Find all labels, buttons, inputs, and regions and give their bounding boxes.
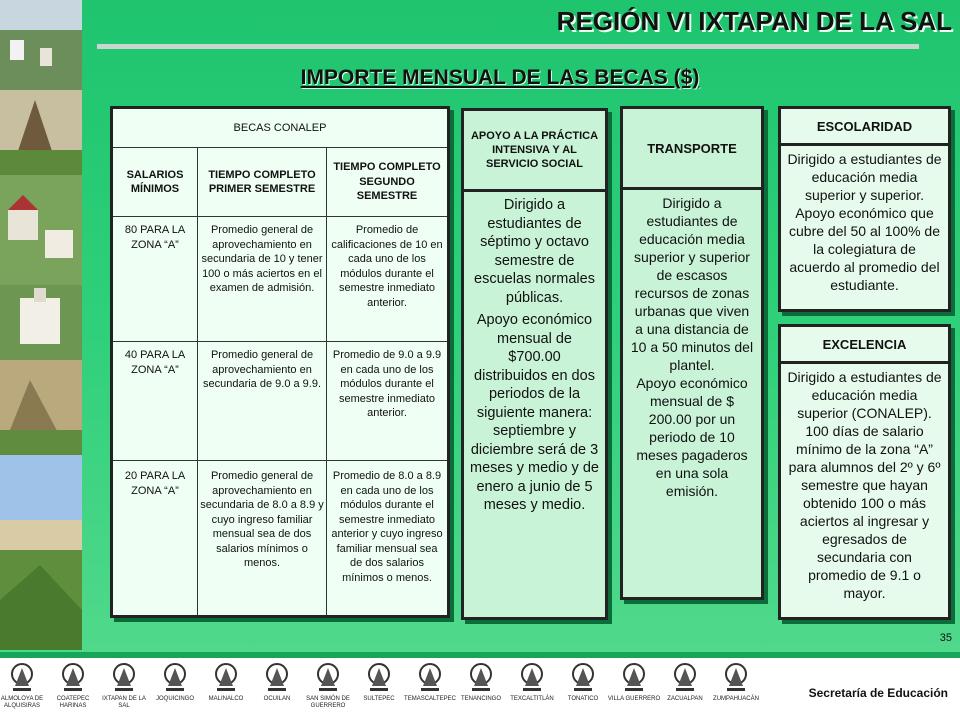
town-glyph-icon: [415, 660, 445, 694]
conalep-table-title: BECAS CONALEP: [112, 108, 449, 148]
town-glyph-icon: [670, 660, 700, 694]
town-label: COATEPEC HARINAS: [56, 696, 90, 709]
town-glyph-item: [657, 660, 713, 703]
town-glyph-item: [402, 660, 458, 703]
apoyo-paragraph: Dirigido a estudiantes de séptimo y octavo semestre de escuelas normales públicas.: [474, 197, 595, 306]
transporte-body: [623, 190, 761, 504]
town-label: SULTEPEC: [363, 696, 395, 702]
town-label: MALINALCO: [208, 696, 244, 702]
page-title: IMPORTE MENSUAL DE LAS BECAS ($): [300, 66, 700, 89]
photo-strip: [0, 0, 82, 650]
town-glyph-item: [300, 660, 356, 710]
town-glyph-icon: [619, 660, 649, 694]
apoyo-title: APOYO A LA PRÁCTICA INTENSIVA Y AL SERVICIO SOCIAL: [464, 111, 605, 192]
column-header-salarios: SALARIOS MÍNIMOS: [112, 148, 198, 217]
footer: [0, 652, 960, 720]
table-cell: Promedio general de aprovechamiento en secundaria de 8.0 a 8.9 y cuyo ingreso familiar mensual sea de dos salarios mínimos o menos.: [198, 461, 327, 617]
town-glyph-item: [147, 660, 203, 703]
becas-conalep-table: [110, 106, 450, 618]
table-cell: Promedio de calificaciones de 10 en cada uno de los módulos durante el semestre inmediato anterior.: [327, 217, 449, 342]
town-label: TENANCINGO: [460, 696, 501, 702]
excelencia-title: EXCELENCIA: [781, 327, 948, 364]
apoyo-paragraph: Apoyo económico mensual de $700.00 distribuidos en dos periodos de la siguiente manera: septiembre y diciembre será de 3 meses y medio y de enero a junio de 5 meses y medio.: [470, 312, 599, 513]
escolaridad-title: ESCOLARIDAD: [781, 109, 948, 146]
table-cell: Promedio de 8.0 a 8.9 en cada uno de los módulos durante el semestre inmediato anterior y cuyo ingreso familiar mensual sea de dos salarios mínimos o menos.: [327, 461, 449, 617]
table-row: [112, 342, 449, 461]
page-number: 35: [939, 632, 952, 644]
town-label: SAN SIMÓN DE GUERRERO: [306, 696, 350, 709]
town-glyph-item: [45, 660, 101, 710]
town-glyph-icon: [109, 660, 139, 694]
header-divider: [97, 44, 919, 49]
town-glyph-item: [351, 660, 407, 703]
table-cell: Promedio general de aprovechamiento en secundaria de 10 y tener 100 o más aciertos en el examen de admisión.: [198, 217, 327, 342]
town-glyph-icon: [517, 660, 547, 694]
transporte-paragraph: Apoyo económico mensual de $ 200.00 por un periodo de 10 meses pagaderos en una sola emisión.: [636, 375, 748, 499]
table-row: [112, 217, 449, 342]
excelencia-box: [778, 324, 951, 620]
town-glyph-icon: [58, 660, 88, 694]
table-cell: 20 PARA LA ZONA “A”: [112, 461, 198, 617]
table-cell: 80 PARA LA ZONA “A”: [112, 217, 198, 342]
transporte-box: [620, 106, 764, 600]
town-glyph-icon: [364, 660, 394, 694]
town-glyph-icon: [160, 660, 190, 694]
town-label: TEMASCALTEPEC: [404, 696, 456, 702]
table-row: [112, 461, 449, 617]
table-cell: 40 PARA LA ZONA “A”: [112, 342, 198, 461]
secretaria-label: Secretaría de Educación: [808, 686, 948, 700]
excelencia-text: Dirigido a estudiantes de educación media superior (CONALEP). 100 días de salario mínimo de la zona “A” para alumnos del 2º y 6º semestre que hayan obtenido 100 o más aciertos al ingresar y egresados de secundaria con promedio de 9.1 o mayor.: [787, 369, 942, 601]
town-label: ALMOLOYA DE ALQUISIRAS: [0, 696, 44, 709]
town-label: TEXCALTITLÁN: [510, 696, 554, 702]
town-label: ZACUALPAN: [667, 696, 703, 702]
town-label: JOQUICINGO: [155, 696, 194, 702]
table-cell: Promedio general de aprovechamiento en secundaria de 9.0 a 9.9.: [198, 342, 327, 461]
column-header-primer-semestre: TIEMPO COMPLETO PRIMER SEMESTRE: [198, 148, 327, 217]
table-cell: Promedio de 9.0 a 9.9 en cada uno de los módulos durante el semestre inmediato anterior.: [327, 342, 449, 461]
town-glyph-icon: [568, 660, 598, 694]
town-glyph-item: [504, 660, 560, 703]
town-glyph-item: [198, 660, 254, 703]
column-header-segundo-semestre: TIEMPO COMPLETO SEGUNDO SEMESTRE: [327, 148, 449, 217]
footer-bar: [0, 652, 960, 658]
escolaridad-text: Dirigido a estudiantes de educación media superior y superior. Apoyo económico que cubre del 50 al 100% de la colegiatura de acuerdo al promedio del estudiante.: [787, 151, 942, 293]
town-glyph-item: [606, 660, 662, 703]
region-title: REGIÓN VI IXTAPAN DE LA SAL: [556, 6, 952, 36]
town-label: OCUILAN: [263, 696, 291, 702]
town-glyph-icon: [466, 660, 496, 694]
town-label: IXTAPAN DE LA SAL: [102, 696, 146, 709]
town-glyph-item: [0, 660, 50, 710]
apoyo-practica-box: [461, 108, 608, 620]
town-glyph-item: [555, 660, 611, 703]
town-glyph-icon: [313, 660, 343, 694]
town-glyph-item: [96, 660, 152, 710]
town-glyph-icon: [262, 660, 292, 694]
town-glyph-item: [453, 660, 509, 703]
apoyo-body: [464, 192, 605, 523]
transporte-title: TRANSPORTE: [623, 109, 761, 190]
town-label: TONATICO: [567, 696, 599, 702]
town-glyph-item: [249, 660, 305, 703]
town-glyph-item: [708, 660, 764, 703]
town-glyph-icon: [211, 660, 241, 694]
town-glyph-icon: [7, 660, 37, 694]
town-label: ZUMPAHUACÁN: [713, 696, 759, 702]
transporte-paragraph: Dirigido a estudiantes de educación media superior y superior de escasos recursos de zonas urbanas que viven a una distancia de 10 a 50 minutos del plantel.: [630, 195, 754, 373]
town-glyph-icon: [721, 660, 751, 694]
escolaridad-box: [778, 106, 951, 312]
town-label: VILLA GUERRERO: [607, 696, 661, 702]
